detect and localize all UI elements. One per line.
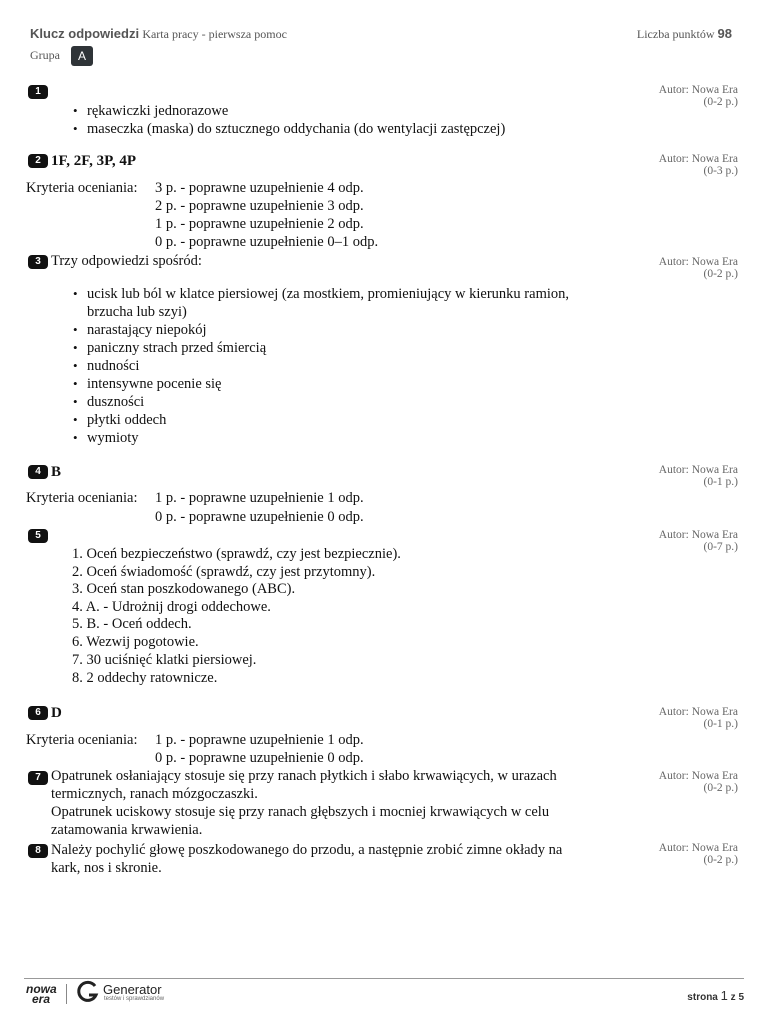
question-number-badge: 8 [28,844,48,858]
question-number-badge: 3 [28,255,48,269]
list-item: • płytki oddech [87,411,166,429]
criteria-label: Kryteria oceniania: [26,490,138,506]
page-prefix: strona [687,992,718,1003]
criteria-label: Kryteria oceniania: [26,732,138,748]
criteria-line: 1 p. - poprawne uzupełnienie 1 odp. [155,732,364,748]
page-number [687,988,744,1003]
footer-divider [24,978,744,979]
document-title [30,26,287,42]
generator-g-icon [76,980,100,1009]
question-number-badge: 5 [28,529,48,543]
step-item: 2. Oceń świadomość (sprawdź, czy jest przytomny). [72,564,376,580]
points-range: (0-1 p.) [703,476,738,488]
step-item: 8. 2 oddechy ratownicze. [72,670,218,686]
points-range: (0-2 p.) [703,96,738,108]
list-item: • intensywne pocenie się [87,375,222,393]
author-text: Autor: Nowa Era [658,153,738,165]
criteria-line: 0 p. - poprawne uzupełnienie 0 odp. [155,509,364,525]
step-item: 7. 30 uciśnięć klatki piersiowej. [72,652,257,668]
list-item: • rękawiczki jednorazowe [87,102,228,120]
criteria-line: 1 p. - poprawne uzupełnienie 2 odp. [155,216,364,232]
answer-line: kark, nos i skronie. [51,860,162,876]
criteria-line: 0 p. - poprawne uzupełnienie 0–1 odp. [155,234,379,250]
author-text: Autor: Nowa Era [658,84,738,96]
list-item: • ucisk lub ból w klatce piersiowej (za mostkiem, promieniujący w kierunku ramion, [87,285,569,303]
question-number-badge: 6 [28,706,48,720]
list-item: • maseczka (maska) do sztucznego oddychania (do wentylacji zastępczej) [87,120,505,138]
question-number-badge: 2 [28,154,48,168]
answer-line: termicznych, ranach mózgoczaszki. [51,786,258,802]
criteria-line: 2 p. - poprawne uzupełnienie 3 odp. [155,198,364,214]
step-item: 6. Wezwij pogotowie. [72,634,199,650]
page-separator: z [730,992,736,1003]
points-total [637,26,732,42]
answer-text: B [51,464,62,480]
logo-nowa-text: nowa [26,982,57,996]
list-item: • paniczny strach przed śmiercią [87,339,266,357]
list-item-continuation: brzucha lub szyi) [87,304,187,320]
page-current: 1 [720,988,728,1003]
author-text: Autor: Nowa Era [658,256,738,268]
points-range: (0-2 p.) [703,782,738,794]
answer-line: Opatrunek uciskowy stosuje się przy ranach głębszych i mocniej krwawiących w celu [51,804,550,820]
points-range: (0-2 p.) [703,854,738,866]
question-meta [659,84,738,108]
logo-separator [66,984,67,1004]
step-item: 4. A. - Udrożnij drogi oddechowe. [72,599,271,615]
step-item: 3. Oceń stan poszkodowanego (ABC). [72,581,296,597]
question-meta [659,770,738,794]
group-badge: A [71,46,93,66]
author-text: Autor: Nowa Era [658,706,738,718]
points-range: (0-7 p.) [703,541,738,553]
answer-line: Opatrunek osłaniający stosuje się przy ranach płytkich i słabo krwawiących, w urazach [51,768,557,784]
generator-name: Generator [103,982,162,997]
answer-line: Należy pochylić głowę poszkodowanego do przodu, a następnie zrobić zimne okłady na [51,842,563,858]
author-text: Autor: Nowa Era [658,842,738,854]
step-item: 1. Oceń bezpieczeństwo (sprawdź, czy jest bezpiecznie). [72,546,401,562]
criteria-line: 0 p. - poprawne uzupełnienie 0 odp. [155,750,364,766]
logo-era-text: era [32,992,51,1006]
criteria-line: 1 p. - poprawne uzupełnienie 1 odp. [155,490,364,506]
question-meta [659,842,738,866]
author-text: Autor: Nowa Era [658,770,738,782]
question-number-badge: 4 [28,465,48,479]
question-meta [659,256,738,280]
subtitle-text: Karta pracy - pierwsza pomoc [142,27,287,41]
author-text: Autor: Nowa Era [658,529,738,541]
points-range: (0-3 p.) [703,165,738,177]
list-item: • duszności [87,393,144,411]
nowa-era-logo [26,984,57,1004]
list-item: • nudności [87,357,139,375]
step-item: 5. B. - Oceń oddech. [72,616,192,632]
title-text: Klucz odpowiedzi [30,26,140,41]
answer-text: 1F, 2F, 3P, 4P [51,153,137,169]
group-label: Grupa [30,48,60,62]
points-range: (0-2 p.) [703,268,738,280]
intro-text: Trzy odpowiedzi spośród: [51,253,202,269]
criteria-label: Kryteria oceniania: [26,180,138,196]
answer-text: D [51,705,62,721]
question-number-badge: 7 [28,771,48,785]
question-meta [659,706,738,730]
question-number-badge: 1 [28,85,48,99]
question-meta [659,464,738,488]
criteria-line: 3 p. - poprawne uzupełnienie 4 odp. [155,180,364,196]
list-item: • wymioty [87,429,139,447]
points-value: 98 [717,26,732,41]
page-total: 5 [738,992,744,1003]
points-label: Liczba punktów [636,27,715,41]
list-item: • narastający niepokój [87,321,207,339]
question-meta [659,529,738,553]
points-range: (0-1 p.) [703,718,738,730]
question-meta [659,153,738,177]
author-text: Autor: Nowa Era [658,464,738,476]
answer-line: zatamowania krwawienia. [51,822,203,838]
generator-subtitle: testów i sprawdzianów [104,996,165,1002]
